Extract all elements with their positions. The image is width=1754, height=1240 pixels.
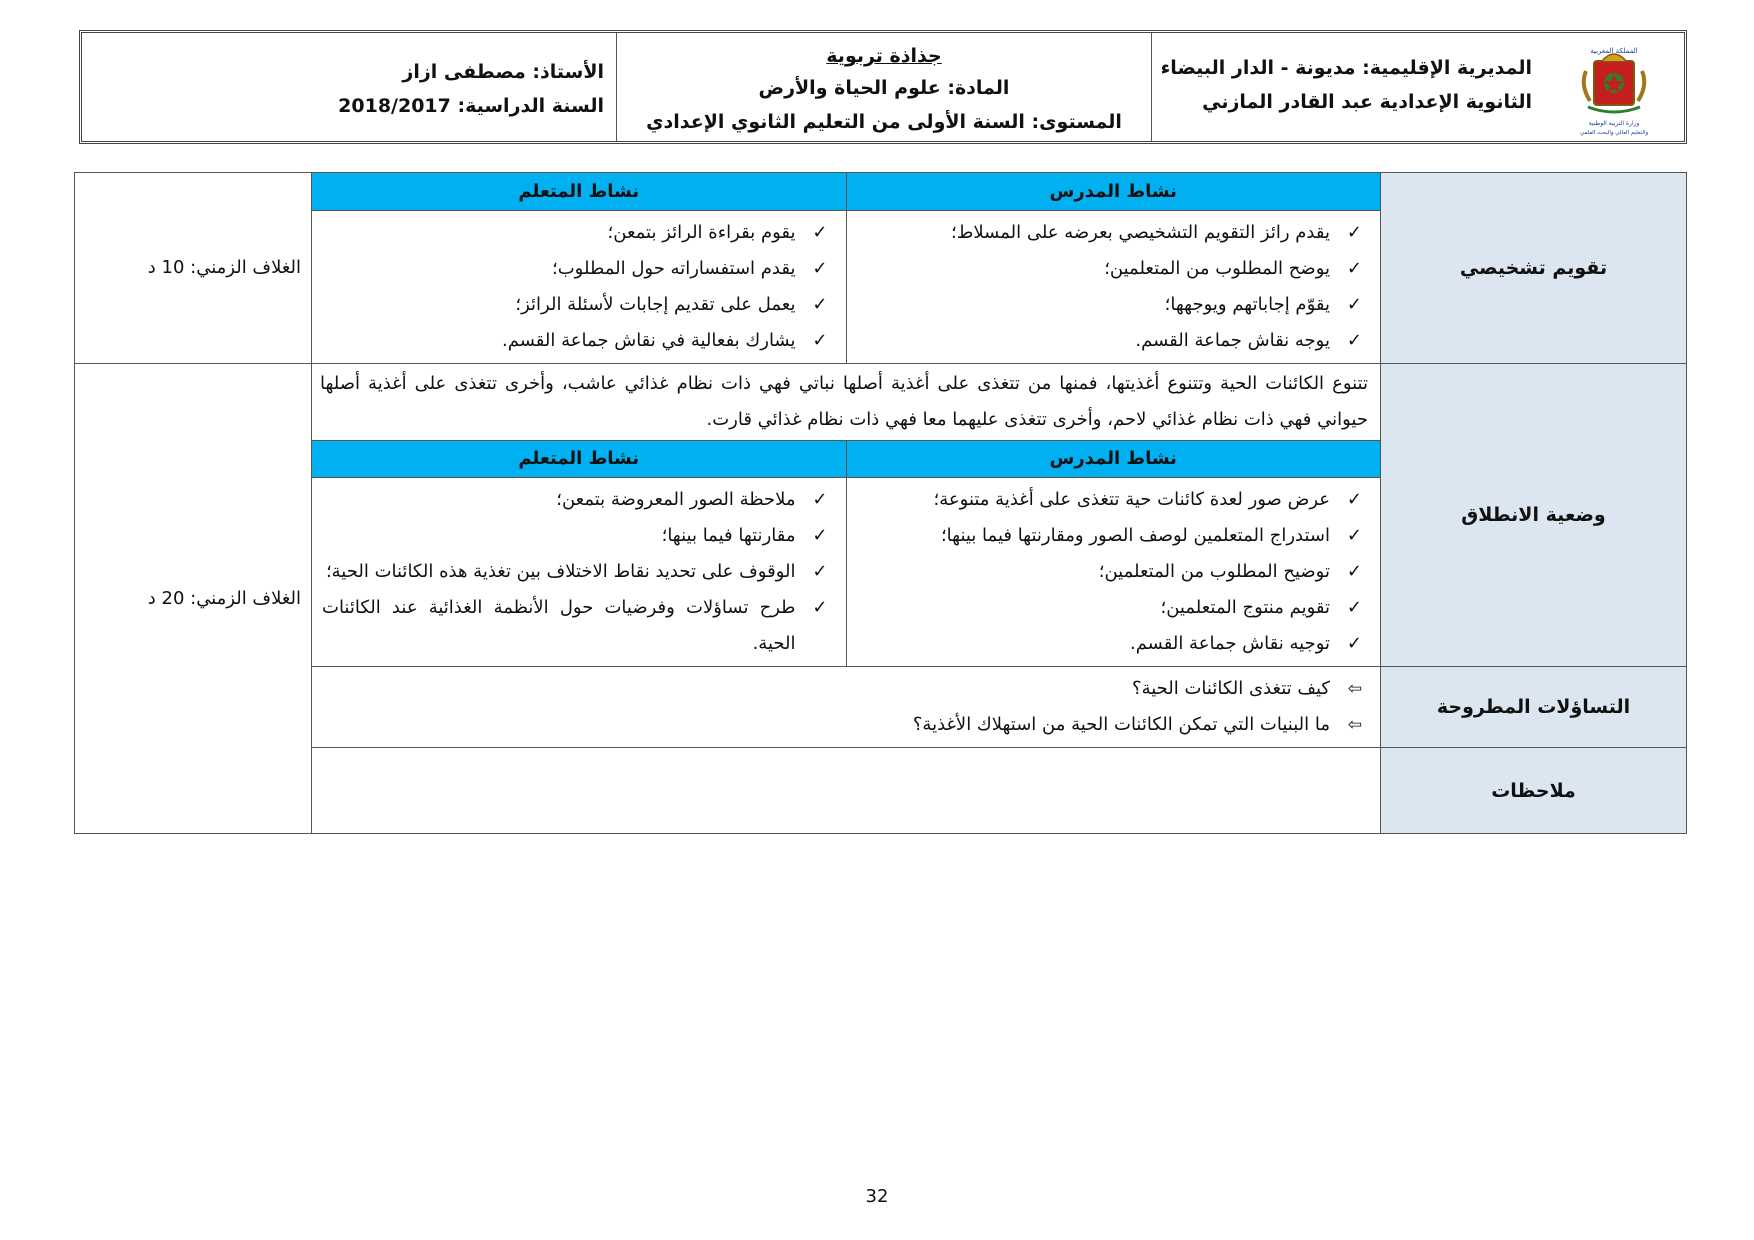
lesson-plan-table (74, 172, 1687, 834)
list-item: ✓ يعمل على تقديم إجابات لأسئلة الرائز؛ (322, 287, 834, 323)
list-item: ✓ يقدم استفساراته حول المطلوب؛ (322, 251, 834, 287)
list-item: ✓ ملاحظة الصور المعروضة بتمعن؛ (322, 482, 834, 518)
list-item: ✓ مقارنتها فيما بينها؛ (322, 518, 834, 554)
arrow-icon: ⇦ (1347, 679, 1362, 699)
launch-activities (312, 441, 1380, 667)
diagnostic-activities (312, 173, 1380, 363)
checkmark-icon: ✓ (812, 293, 828, 315)
teacher-name: الأستاذ: مصطفى ازاز (402, 61, 604, 83)
header-learner-activity: نشاط المتعلم (312, 173, 846, 210)
checkmark-icon: ✓ (812, 597, 828, 618)
subject-label: المادة: علوم الحياة والأرض (758, 77, 1010, 99)
list-item: ✓ يقوّم إجاباتهم ويوجهها؛ (857, 287, 1369, 323)
list-item: ✓ يوجه نقاش جماعة القسم. (857, 323, 1369, 359)
row-notes (75, 748, 1687, 834)
list-item: ✓ توضيح المطلوب من المتعلمين؛ (857, 554, 1369, 590)
logo-caption-bottom: وزارة التربية الوطنية (1588, 120, 1640, 127)
header-teacher-activity: نشاط المدرس (846, 173, 1380, 210)
checkmark-icon: ✓ (1346, 489, 1362, 510)
level-label: المستوى: السنة الأولى من التعليم الثانوي الإعدادي (646, 111, 1122, 133)
checkmark-icon: ✓ (1346, 257, 1362, 279)
checkmark-icon: ✓ (1346, 633, 1362, 654)
row-questions (75, 667, 1687, 748)
phase-questions: التساؤلات المطروحة (1381, 667, 1687, 748)
checkmark-icon: ✓ (1346, 221, 1362, 243)
row-launch (75, 363, 1687, 667)
school-name: الثانوية الإعدادية عبد القادر المازني (1202, 91, 1532, 113)
list-item: ✓ يوضح المطلوب من المتعلمين؛ (857, 251, 1369, 287)
list-item: ✓ يقوم بقراءة الرائز بتمعن؛ (322, 215, 834, 251)
list-item: ✓ يشارك بفعالية في نقاش جماعة القسم. (322, 323, 834, 359)
svg-text:والتعليم العالي والبحث العلمي: والتعليم العالي والبحث العلمي (1579, 130, 1649, 136)
list-item: ✓ يقدم رائز التقويم التشخيصي بعرضه على المسلاط؛ (857, 215, 1369, 251)
header-teacher-activity: نشاط المدرس (846, 441, 1380, 478)
page-number: 32 (865, 1186, 889, 1207)
header-subject (616, 33, 1151, 141)
list-item: ✓ توجيه نقاش جماعة القسم. (857, 626, 1369, 662)
document-title: جذاذة تربوية (826, 45, 942, 67)
arrow-icon: ⇦ (1347, 715, 1362, 735)
checkmark-icon: ✓ (812, 489, 828, 510)
checkmark-icon: ✓ (812, 525, 828, 546)
document-header (79, 30, 1687, 144)
checkmark-icon: ✓ (1346, 293, 1362, 315)
school-year: السنة الدراسية: 2018/2017 (338, 95, 604, 117)
list-item: ⇦ كيف تتغذى الكائنات الحية؟ (322, 671, 1368, 707)
time-diagnostic: الغلاف الزمني: 10 د (75, 173, 312, 364)
logo-caption-top: المملكة المغربية (1590, 47, 1638, 55)
header-teacher (82, 33, 616, 141)
regional-directorate: المديرية الإقليمية: مديونة - الدار البيضاء (1160, 57, 1532, 79)
header-administration (1151, 33, 1684, 141)
phase-notes: ملاحظات (1381, 748, 1687, 834)
checkmark-icon: ✓ (812, 329, 828, 351)
list-item: ✓ استدراج المتعلمين لوصف الصور ومقارنتها فيما بينها؛ (857, 518, 1369, 554)
moroccan-emblem-logo (1560, 41, 1668, 137)
phase-launch: وضعية الانطلاق (1381, 363, 1687, 667)
phase-diagnostic: تقويم تشخيصي (1381, 173, 1687, 364)
list-item: ⇦ ما البنيات التي تمكن الكائنات الحية من استهلاك الأغذية؟ (322, 707, 1368, 743)
checkmark-icon: ✓ (1346, 561, 1362, 582)
checkmark-icon: ✓ (1346, 525, 1362, 546)
checkmark-icon: ✓ (812, 221, 828, 243)
time-launch: الغلاف الزمني: 20 د (75, 363, 312, 834)
notes-content (312, 748, 1381, 834)
list-item: ✓ الوقوف على تحديد نقاط الاختلاف بين تغذية هذه الكائنات الحية؛ (322, 554, 834, 590)
list-item: ✓ عرض صور لعدة كائنات حية تتغذى على أغذية متنوعة؛ (857, 482, 1369, 518)
checkmark-icon: ✓ (1346, 329, 1362, 351)
list-item: ✓ طرح تساؤلات وفرضيات حول الأنظمة الغذائية عند الكائنات الحية. (322, 590, 834, 662)
launch-situation-text: تتنوع الكائنات الحية وتتنوع أغذيتها، فمنها من تتغذى على أغذية أصلها نباتي فهي ذات نظام غذائي عاشب، وأخرى تتغذى على أغذية أصلها حيواني فهي ذات نظام غذائي لاحم، وأخرى تتغذى عليهما معا فهي ذات نظام غذائي قارت. (312, 364, 1380, 441)
row-diagnostic (75, 173, 1687, 364)
checkmark-icon: ✓ (1346, 597, 1362, 618)
checkmark-icon: ✓ (812, 257, 828, 279)
header-learner-activity: نشاط المتعلم (312, 441, 846, 478)
checkmark-icon: ✓ (812, 561, 828, 582)
list-item: ✓ تقويم منتوج المتعلمين؛ (857, 590, 1369, 626)
